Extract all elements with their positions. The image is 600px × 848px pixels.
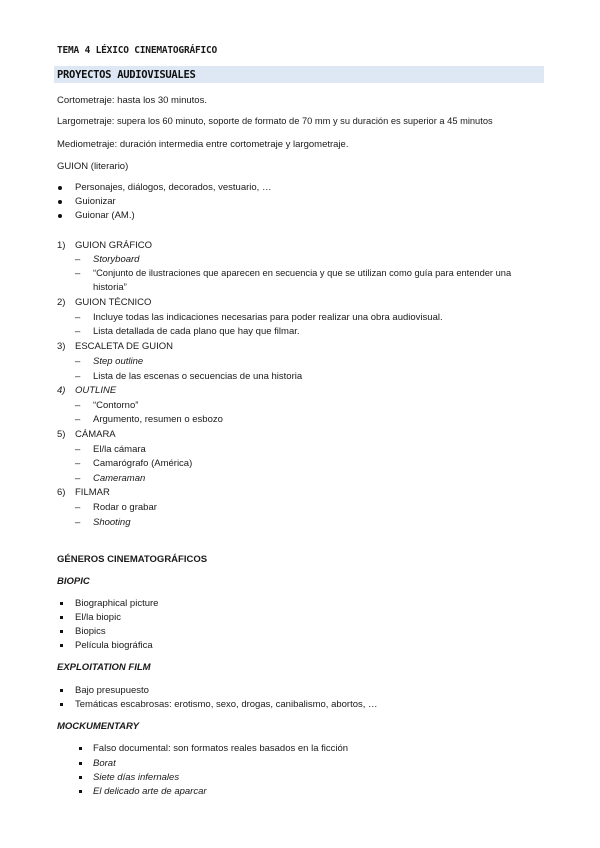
sub-item-continuation: historia” bbox=[93, 282, 127, 293]
list-number: 3) bbox=[57, 341, 66, 352]
sub-item: Shooting bbox=[93, 517, 131, 528]
numbered-label-camara: CÁMARA bbox=[75, 429, 116, 440]
dash-icon: – bbox=[75, 458, 81, 469]
bullet-square-icon bbox=[60, 644, 63, 647]
sub-item: Lista de las escenas o secuencias de una historia bbox=[93, 371, 303, 382]
numbered-label-outline: OUTLINE bbox=[75, 385, 117, 396]
dash-icon: – bbox=[75, 502, 81, 513]
sub-item: Cameraman bbox=[93, 473, 146, 484]
bullet-square-icon bbox=[60, 616, 63, 619]
sub-item: Camarógrafo (América) bbox=[93, 458, 193, 469]
sub-item: Step outline bbox=[93, 356, 144, 367]
bullet-square-icon bbox=[79, 747, 82, 750]
sub-item: Argumento, resumen o esbozo bbox=[93, 414, 223, 425]
numbered-label-guion-grafico: GUION GRÁFICO bbox=[75, 240, 153, 251]
dash-icon: – bbox=[75, 268, 81, 279]
dash-icon: – bbox=[75, 444, 81, 455]
genre-item: Siete días infernales bbox=[93, 772, 180, 783]
list-number: 1) bbox=[57, 240, 66, 251]
dash-icon: – bbox=[75, 254, 81, 265]
list-number: 4) bbox=[57, 385, 66, 396]
definition-cortometraje: Cortometraje: hasta los 30 minutos. bbox=[57, 95, 207, 106]
genre-item: Película biográfica bbox=[75, 640, 153, 651]
sub-item: Incluye todas las indicaciones necesarias para poder realizar una obra audiovisual. bbox=[93, 312, 443, 323]
bullet-square-icon bbox=[79, 762, 82, 765]
sub-item: “Conjunto de ilustraciones que aparecen en secuencia y que se utilizan como guía para entender una bbox=[93, 268, 512, 278]
sub-item: Storyboard bbox=[93, 254, 140, 265]
genre-item: Temáticas escabrosas: erotismo, sexo, drogas, canibalismo, abortos, … bbox=[75, 699, 378, 710]
genre-item: Borat bbox=[93, 758, 116, 769]
section-heading-proyectos: PROYECTOS AUDIOVISUALES bbox=[57, 69, 196, 81]
genre-item: Biopics bbox=[75, 626, 106, 637]
guion-bullet-item: Guionar (AM.) bbox=[75, 210, 135, 221]
sub-item: El/la cámara bbox=[93, 444, 146, 455]
genre-item: Bajo presupuesto bbox=[75, 685, 149, 696]
genre-item: Biographical picture bbox=[75, 598, 159, 609]
guion-bullet-item: Guionizar bbox=[75, 196, 116, 207]
bullet-square-icon bbox=[60, 689, 63, 692]
definition-mediometraje: Mediometraje: duración intermedia entre cortometraje y largometraje. bbox=[57, 139, 349, 150]
dash-icon: – bbox=[75, 356, 81, 367]
definition-largometraje: Largometraje: supera los 60 minuto, soporte de formato de 70 mm y su duración es superior a 45 minutos bbox=[57, 116, 493, 126]
sub-item: Rodar o grabar bbox=[93, 502, 157, 513]
genre-item: El delicado arte de aparcar bbox=[93, 786, 207, 797]
numbered-label-filmar: FILMAR bbox=[75, 487, 110, 498]
bullet-square-icon bbox=[79, 790, 82, 793]
sub-item: Lista detallada de cada plano que hay que filmar. bbox=[93, 326, 300, 337]
bullet-square-icon bbox=[60, 602, 63, 605]
genre-item: El/la biopic bbox=[75, 612, 121, 623]
bullet-square-icon bbox=[60, 703, 63, 706]
dash-icon: – bbox=[75, 312, 81, 323]
numbered-label-escaleta: ESCALETA DE GUION bbox=[75, 341, 174, 352]
guion-bullet-item: Personajes, diálogos, decorados, vestuario, … bbox=[75, 182, 272, 193]
dash-icon: – bbox=[75, 414, 81, 425]
bullet-dot-icon bbox=[58, 200, 62, 204]
genre-label-mockumentary: MOCKUMENTARY bbox=[57, 721, 139, 732]
list-number: 6) bbox=[57, 487, 66, 498]
bullet-dot-icon bbox=[58, 186, 62, 190]
genre-label-exploitation: EXPLOITATION FILM bbox=[57, 662, 151, 673]
guion-label: GUION (literario) bbox=[57, 161, 129, 172]
section-heading-band bbox=[54, 66, 544, 83]
dash-icon: – bbox=[75, 400, 81, 411]
genre-label-biopic: BIOPIC bbox=[57, 576, 90, 587]
dash-icon: – bbox=[75, 517, 81, 528]
list-number: 5) bbox=[57, 429, 66, 440]
dash-icon: – bbox=[75, 371, 81, 382]
bullet-dot-icon bbox=[58, 214, 62, 218]
genre-item: Falso documental: son formatos reales basados en la ficción bbox=[93, 743, 349, 754]
section-heading-generos: GÉNEROS CINEMATOGRÁFICOS bbox=[57, 554, 208, 565]
document-title: TEMA 4 LÉXICO CINEMATOGRÁFICO bbox=[57, 45, 218, 56]
list-number: 2) bbox=[57, 297, 66, 308]
dash-icon: – bbox=[75, 473, 81, 484]
bullet-square-icon bbox=[60, 630, 63, 633]
dash-icon: – bbox=[75, 326, 81, 337]
numbered-label-guion-tecnico: GUION TÉCNICO bbox=[75, 297, 152, 308]
bullet-square-icon bbox=[79, 776, 82, 779]
sub-item: “Contorno” bbox=[93, 400, 139, 411]
